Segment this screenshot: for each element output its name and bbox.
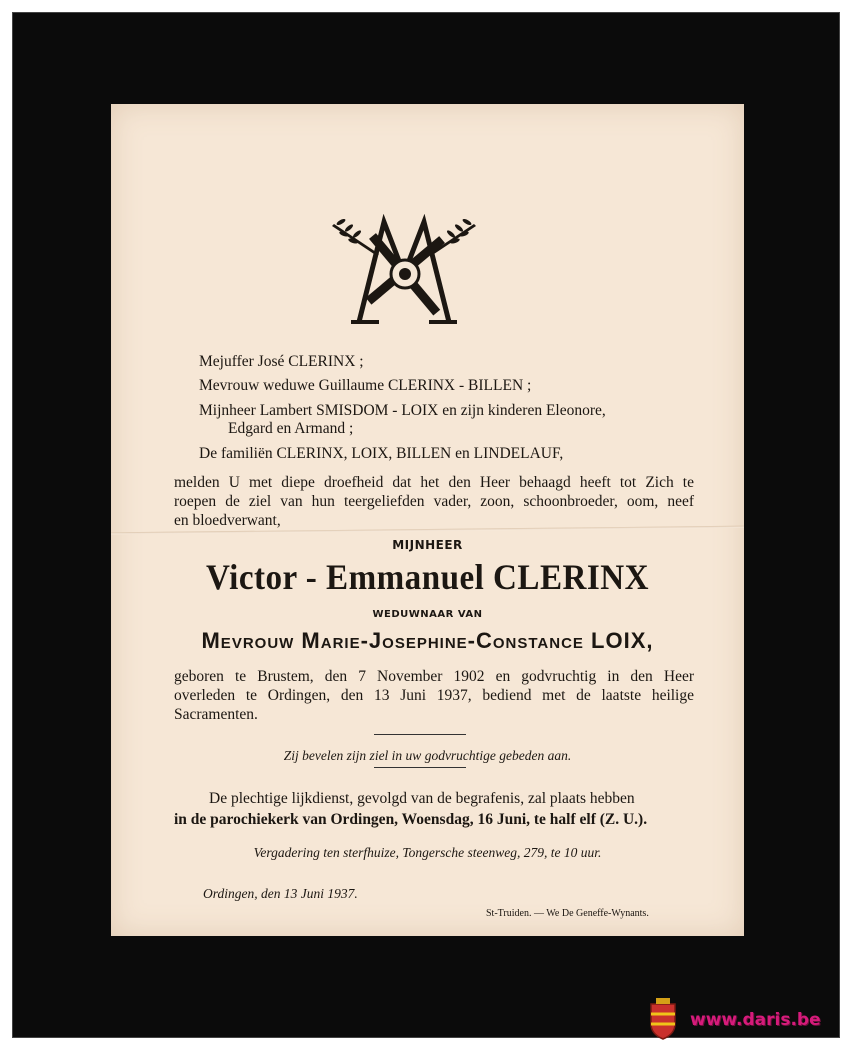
deceased-name: Victor - Emmanuel CLERINX xyxy=(206,557,649,597)
family-line-2: Mevrouw weduwe Guillaume CLERINX - BILLEN ; xyxy=(199,377,532,394)
death-notice-card xyxy=(111,104,744,936)
divider-bottom xyxy=(374,767,466,768)
family-line-5: De familiën CLERINX, LOIX, BILLEN en LINDELAUF, xyxy=(199,445,564,462)
coat-of-arms-icon xyxy=(648,998,678,1040)
family-line-1: Mejuffer José CLERINX ; xyxy=(199,353,364,370)
family-line-3: Mijnheer Lambert SMISDOM - LOIX en zijn kinderen Eleonore, xyxy=(199,402,606,419)
place-date: Ordingen, den 13 Juni 1937. xyxy=(203,886,358,901)
service-line-2: in de parochiekerk van Ordingen, Woensdag, 16 Juni, te half elf (Z. U.). xyxy=(174,811,648,828)
prayer-line: Zij bevelen zijn ziel in uw godvruchtige gebeden aan. xyxy=(283,748,572,763)
announcement-line-3: en bloedverwant, xyxy=(174,512,281,529)
birth-death-line-1: geboren te Brustem, den 7 November 1902 en godvruchtig in den Heer xyxy=(174,668,694,685)
gathering-line: Vergadering ten sterfhuize, Tongersche steenweg, 279, te 10 uur. xyxy=(253,845,602,860)
cross-monogram-emblem-icon xyxy=(329,214,479,329)
printer-imprint: St-Truiden. — We De Geneffe-Wynants. xyxy=(486,908,649,919)
widower-heading: WEDUWNAAR VAN xyxy=(372,609,483,620)
spouse-name: Mevrouw Marie-Josephine-Constance LOIX, xyxy=(201,628,654,653)
divider-top xyxy=(374,734,466,735)
birth-death-line-2: overleden te Ordingen, den 13 Juni 1937, bediend met de laatste heilige xyxy=(174,687,694,704)
birth-death-line-3: Sacramenten. xyxy=(174,706,258,723)
watermark-url: www.daris.be xyxy=(690,1010,821,1030)
service-line-1: De plechtige lijkdienst, gevolgd van de begrafenis, zal plaats hebben xyxy=(209,790,635,807)
family-line-4: Edgard en Armand ; xyxy=(228,420,354,437)
mijnheer-heading: MIJNHEER xyxy=(392,538,463,552)
announcement-line-2: roepen de ziel van hun teergeliefden vader, zoon, schoonbroeder, oom, neef xyxy=(174,493,694,510)
announcement-line-1: melden U met diepe droefheid dat het den Heer behaagd heeft tot Zich te xyxy=(174,474,694,491)
